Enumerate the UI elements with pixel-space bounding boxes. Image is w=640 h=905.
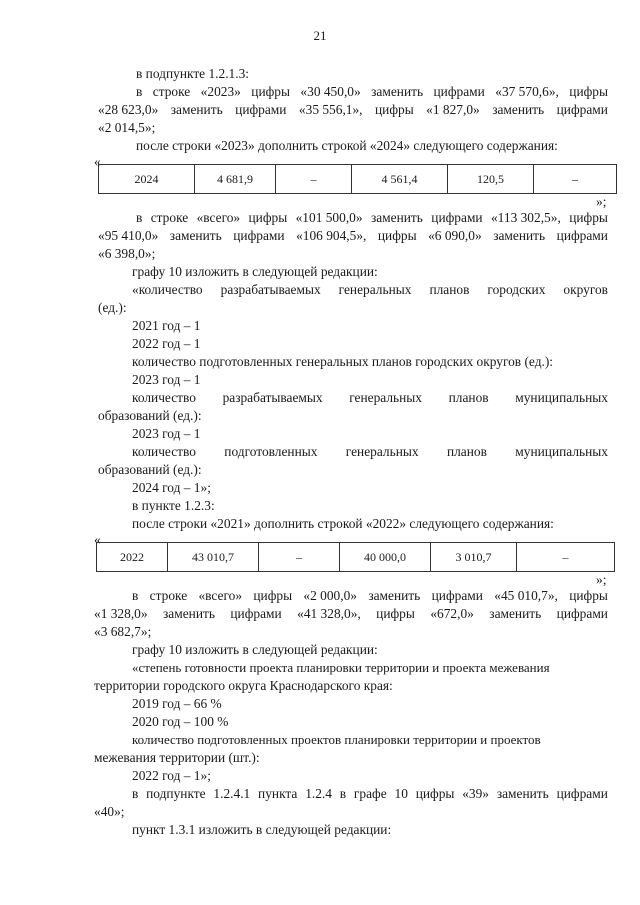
text-line: в подпункте 1.2.1.3: [136, 66, 250, 81]
text-word: цифрами [556, 606, 608, 621]
text-word: «2 000,0» [303, 588, 357, 603]
text-word: цифрами [433, 84, 485, 99]
text-line: (ед.): [98, 300, 127, 315]
text-line: «6 398,0»; [98, 246, 156, 261]
text-word: округов [563, 282, 608, 297]
insert-table-2022 [96, 542, 615, 572]
text-line: «2 014,5»; [98, 120, 156, 135]
text-line: графу 10 изложить в следующей редакции: [132, 642, 378, 657]
text-line: образований (ед.): [98, 408, 202, 423]
text-word: муниципальных [515, 390, 608, 405]
table-cell: 2022 [97, 543, 168, 572]
insert-table-2024 [98, 164, 617, 194]
text-word: муниципальных [515, 444, 608, 459]
text-line: образований (ед.): [98, 462, 202, 477]
text-line: 2020 год – 100 % [132, 714, 229, 729]
text-word: цифрами [431, 210, 483, 225]
text-line [132, 444, 608, 460]
text-line: 2022 год – 1 [132, 336, 201, 351]
text-word: «1 328,0» [94, 606, 148, 621]
table-cell: 4 561,4 [352, 165, 448, 194]
text-line [132, 282, 608, 298]
table-cell: 120,5 [448, 165, 534, 194]
text-word: «35 556,1», [298, 102, 363, 117]
table-cell: 43 010,7 [168, 543, 259, 572]
text-word: в [132, 588, 139, 603]
text-word: «672,0» [430, 606, 474, 621]
table-cell: – [259, 543, 340, 572]
text-word: «6 090,0» [428, 228, 482, 243]
table-cell: – [517, 543, 615, 572]
text-word: цифры [569, 588, 608, 603]
text-word: цифрами [230, 606, 282, 621]
text-word: цифры [376, 606, 415, 621]
text-word: строке [152, 84, 191, 99]
text-word: городских [487, 282, 546, 297]
text-line: количество подготовленных проектов планировки территории и проектов [132, 732, 541, 747]
text-line: 2022 год – 1»; [132, 768, 211, 783]
text-word: заменить [493, 228, 546, 243]
text-word: «113 302,5», [490, 210, 561, 225]
text-word: 1.2.4 [305, 786, 332, 801]
text-word: «45 010,7», [494, 588, 558, 603]
text-line [98, 228, 608, 244]
text-word: «28 623,0» [98, 102, 159, 117]
text-line: после строки «2021» дополнить строкой «2022» следующего содержания: [132, 516, 554, 531]
text-line: 2024 год – 1»; [132, 480, 211, 495]
text-word: «101 500,0» [295, 210, 363, 225]
table-cell: – [534, 165, 617, 194]
text-line: «40»; [94, 804, 125, 819]
text-word: графе [353, 786, 387, 801]
text-word: «всего» [196, 210, 241, 225]
text-word: «всего» [198, 588, 243, 603]
text-word: подпункте [146, 786, 206, 801]
table-cell: 3 010,7 [431, 543, 517, 572]
text-line: после строки «2023» дополнить строкой «2024» следующего содержания: [136, 138, 558, 153]
text-line: 2021 год – 1 [132, 318, 201, 333]
text-word: цифры [569, 210, 608, 225]
text-word: цифры [248, 210, 288, 225]
table-row [99, 165, 617, 194]
text-word: строке [149, 588, 188, 603]
text-word: генеральных [338, 282, 412, 297]
text-word: цифры [251, 84, 290, 99]
text-word: цифры [569, 84, 608, 99]
text-word: цифрами [556, 228, 608, 243]
text-word: подготовленных [224, 444, 318, 459]
text-word: пункта [258, 786, 298, 801]
table-cell: 4 681,9 [195, 165, 276, 194]
text-word: цифры [377, 228, 417, 243]
text-word: «30 450,0» [300, 84, 361, 99]
page-number: 21 [313, 28, 327, 43]
text-line: пункт 1.3.1 изложить в следующей редакции: [132, 822, 392, 837]
text-word: генеральных [345, 444, 419, 459]
text-word: 10 [394, 786, 408, 801]
text-word: заменить [371, 84, 424, 99]
text-line: количество подготовленных генеральных планов городских округов (ед.): [132, 354, 554, 369]
text-word: количество [132, 444, 196, 459]
opening-quote: « [94, 532, 101, 547]
text-line: «степень готовности проекта планировки территории и проекта межевания [132, 660, 550, 675]
text-word: разрабатываемых [220, 282, 321, 297]
text-word: заменить [370, 210, 423, 225]
table-cell: – [276, 165, 352, 194]
text-word: цифрами [233, 228, 285, 243]
closing-quote: »; [596, 194, 607, 209]
table-row [97, 543, 615, 572]
text-word: «95 410,0» [98, 228, 159, 243]
text-line: территории городского округа Краснодарского края: [94, 678, 393, 693]
text-word: строке [150, 210, 189, 225]
text-word: заменить [492, 102, 545, 117]
text-word: «39» [462, 786, 489, 801]
text-word: цифры [375, 102, 414, 117]
text-word: цифрами [431, 588, 483, 603]
closing-quote: »; [596, 572, 607, 587]
text-word: планов [446, 444, 487, 459]
text-word: цифры [253, 588, 293, 603]
text-line: 2023 год – 1 [132, 372, 201, 387]
text-word: разрабатываемых [222, 390, 323, 405]
text-word: «количество [132, 282, 203, 297]
text-word: заменить [163, 606, 215, 621]
text-word: в [136, 84, 143, 99]
text-line [136, 84, 608, 100]
text-word: заменить [169, 228, 222, 243]
text-word: генеральных [349, 390, 422, 405]
text-line: «3 682,7»; [94, 624, 152, 639]
text-line: графу 10 изложить в следующей редакции: [132, 264, 378, 279]
text-word: в [339, 786, 347, 801]
text-word: цифрами [556, 102, 608, 117]
text-word: заменить [489, 606, 542, 621]
text-line [132, 588, 608, 604]
text-word: «37 570,6», [495, 84, 559, 99]
table-cell: 40 000,0 [340, 543, 431, 572]
text-word: цифрами [235, 102, 287, 117]
text-word: цифры [415, 786, 455, 801]
text-line: межевания территории (шт.): [94, 750, 260, 765]
text-word: заменить [368, 588, 421, 603]
text-line: в пункте 1.2.3: [132, 498, 215, 513]
text-word: в [136, 210, 143, 225]
text-word: цифрами [556, 786, 608, 801]
text-word: в [132, 786, 139, 801]
text-word: «41 328,0», [297, 606, 361, 621]
text-word: планов [448, 390, 489, 405]
text-line [136, 210, 608, 226]
text-word: 1.2.4.1 [213, 786, 251, 801]
text-word: «1 827,0» [426, 102, 480, 117]
text-word: заменить [170, 102, 223, 117]
text-word: «2023» [200, 84, 241, 99]
text-line: 2023 год – 1 [132, 426, 201, 441]
text-line [132, 390, 608, 406]
text-word: «106 904,5», [296, 228, 367, 243]
opening-quote: « [94, 154, 101, 169]
text-line [132, 786, 608, 802]
text-line [98, 102, 608, 118]
text-line: 2019 год – 66 % [132, 696, 222, 711]
table-cell: 2024 [99, 165, 195, 194]
text-word: количество [132, 390, 196, 405]
text-word: заменить [496, 786, 549, 801]
text-word: планов [429, 282, 470, 297]
text-line [94, 606, 608, 622]
